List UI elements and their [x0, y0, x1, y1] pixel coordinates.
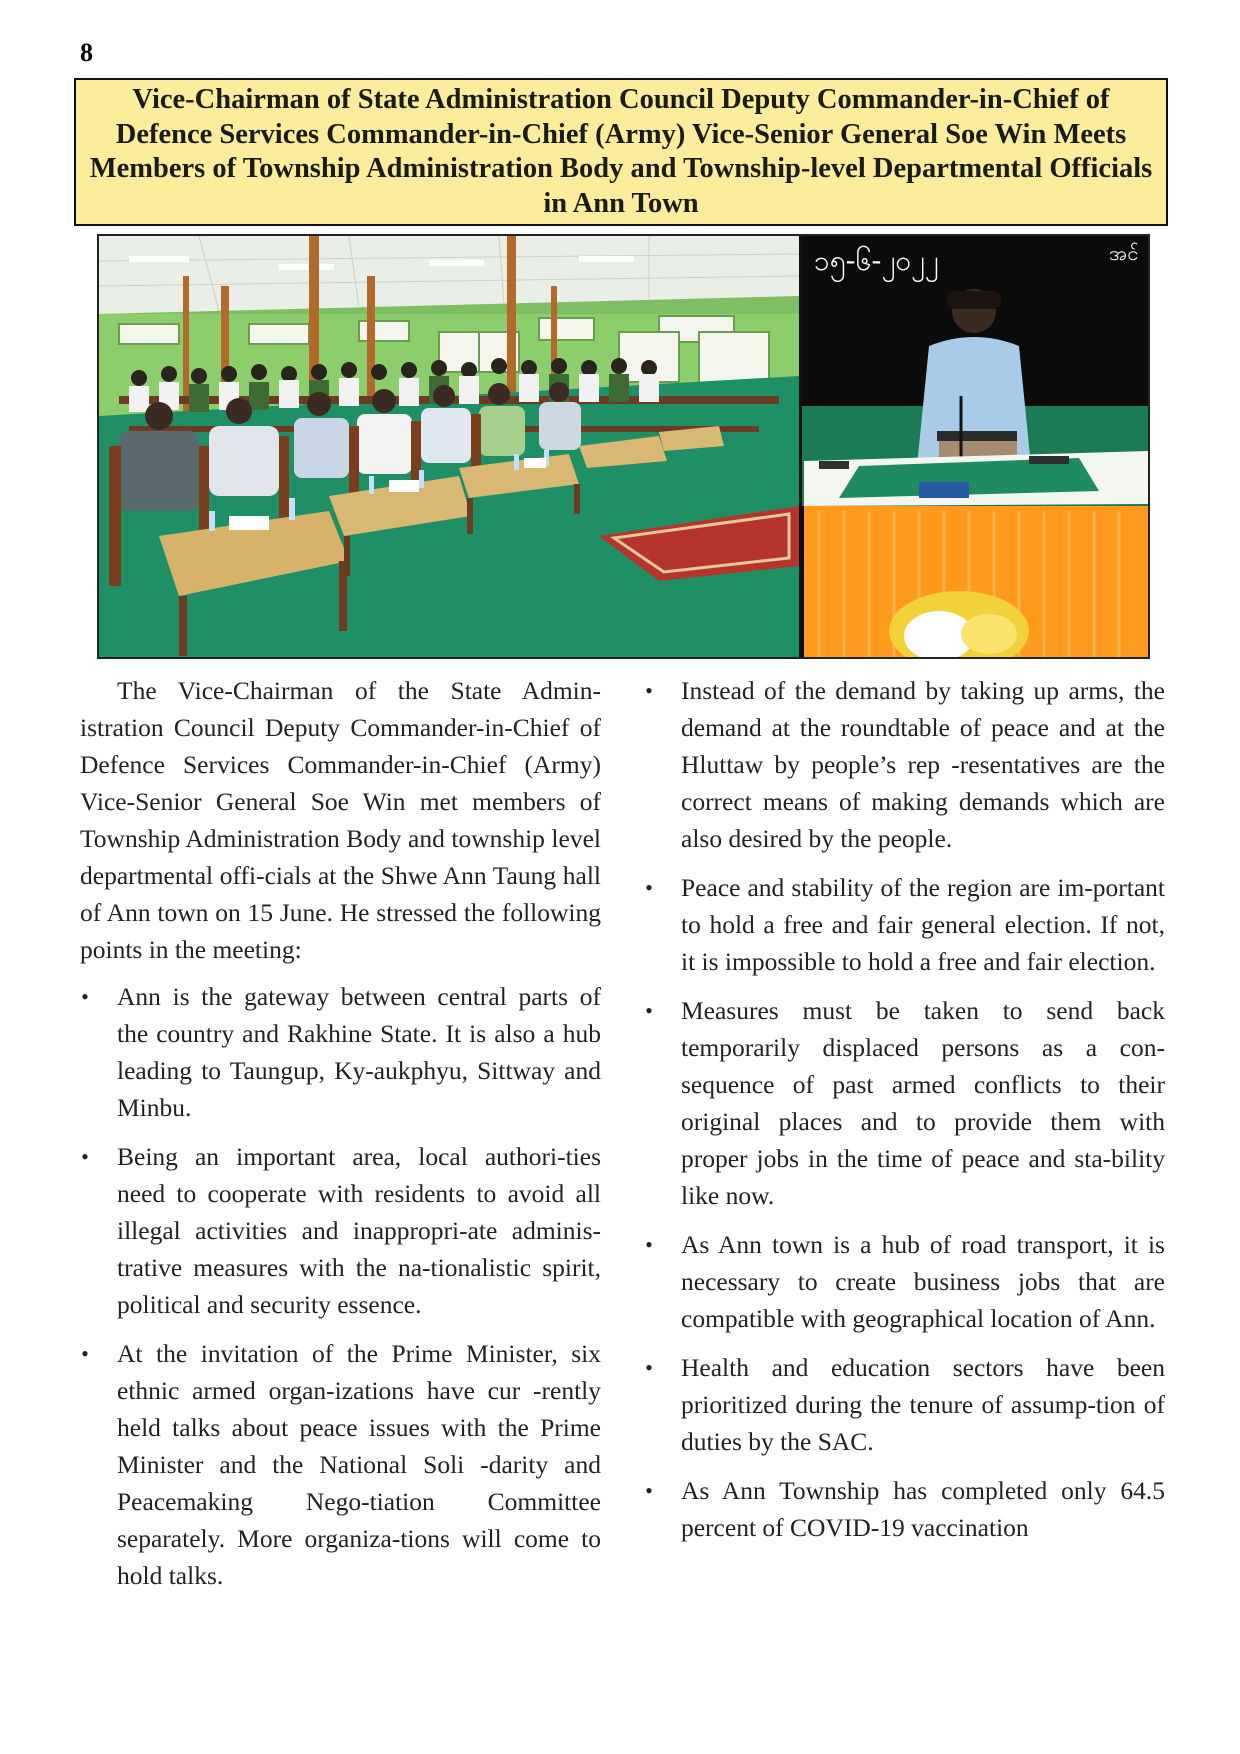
bullet-icon: • — [81, 1341, 89, 1366]
photo-date-overlay: ၁၅-၆-၂၀၂၂ — [814, 244, 939, 277]
bullet-icon: • — [645, 1232, 653, 1257]
right-bullet-list — [644, 672, 1165, 1546]
bullet-text: Measures must be taken to send back temporarily displaced persons as a con-sequence of past armed conflicts to their original places and to provide them with proper jobs in the time of peace and sta-bility like now. — [681, 996, 1165, 1210]
article-right-column — [644, 672, 1165, 1558]
headline-box — [74, 78, 1168, 226]
bullet-icon: • — [81, 1144, 89, 1169]
left-bullet-list — [80, 978, 601, 1594]
bullet-text: Being an important area, local authori-ties need to cooperate with residents to avoid all illegal activities and inappropri-ate adminis-trative measures with the na-tionalistic spirit, political and security essence. — [117, 1142, 601, 1319]
bullet-text: Peace and stability of the region are im-portant to hold a free and fair general election. If not, it is impossible to hold a free and fair election. — [681, 873, 1165, 976]
photo-corner-overlay: အင် — [1109, 241, 1139, 265]
speaker-photo — [802, 236, 1148, 657]
meeting-photo — [99, 236, 1148, 657]
bullet-text: Instead of the demand by taking up arms, the demand at the roundtable of peace and at the Hluttaw by people’s rep -resentatives are the correct means of making demands which are also desired by the people. — [681, 676, 1165, 853]
bullet-item — [644, 992, 1165, 1214]
bullet-icon: • — [645, 1355, 653, 1380]
bullet-icon: • — [645, 875, 653, 900]
bullet-item — [644, 1472, 1165, 1546]
bullet-item — [644, 1349, 1165, 1460]
bullet-icon: • — [645, 998, 653, 1023]
bullet-item — [80, 978, 601, 1126]
article-intro: The Vice-Chairman of the State Admin-istration Council Deputy Commander-in-Chief of Defence Services Commander-in-Chief (Army) Vice-Senior General Soe Win met members of Township Administration Body and township level departmental offi-cials at the Shwe Ann Taung hall of Ann town on 15 June. He stressed the following points in the meeting: — [80, 676, 601, 964]
page-number: 8 — [80, 38, 93, 67]
audience-photo — [99, 236, 799, 657]
bullet-item — [80, 1335, 601, 1594]
headline: Vice-Chairman of State Administration Council Deputy Commander-in-Chief of Defence Services Commander-in-Chief (Army) Vice-Senior General Soe Win Meets Members of Township Administration Body and Township-level Departmental Officials in Ann Town — [89, 84, 1153, 219]
bullet-text: Ann is the gateway between central parts of the country and Rakhine State. It is also a hub leading to Taungup, Ky-aukphyu, Sittway and Minbu. — [117, 982, 601, 1122]
bullet-icon: • — [645, 678, 653, 703]
bullet-item — [644, 869, 1165, 980]
bullet-item — [644, 1226, 1165, 1337]
bullet-text: As Ann town is a hub of road transport, it is necessary to create business jobs that are compatible with geographical location of Ann. — [681, 1230, 1165, 1333]
bullet-item — [644, 672, 1165, 857]
bullet-item — [80, 1138, 601, 1323]
bullet-text: As Ann Township has completed only 64.5 percent of COVID-19 vaccination — [681, 1476, 1165, 1542]
bullet-icon: • — [645, 1478, 653, 1503]
photo-frame — [97, 234, 1150, 659]
bullet-text: Health and education sectors have been prioritized during the tenure of assump-tion of duties by the SAC. — [681, 1353, 1165, 1456]
bullet-icon: • — [81, 984, 89, 1009]
bullet-text: At the invitation of the Prime Minister, six ethnic armed organ-izations have cur -rently held talks about peace issues with the Prime Minister and the National Soli -darity and Peacemaking Nego-tiation Committee separately. More organiza-tions will come to hold talks. — [117, 1339, 601, 1590]
article-left-column — [80, 672, 601, 1606]
